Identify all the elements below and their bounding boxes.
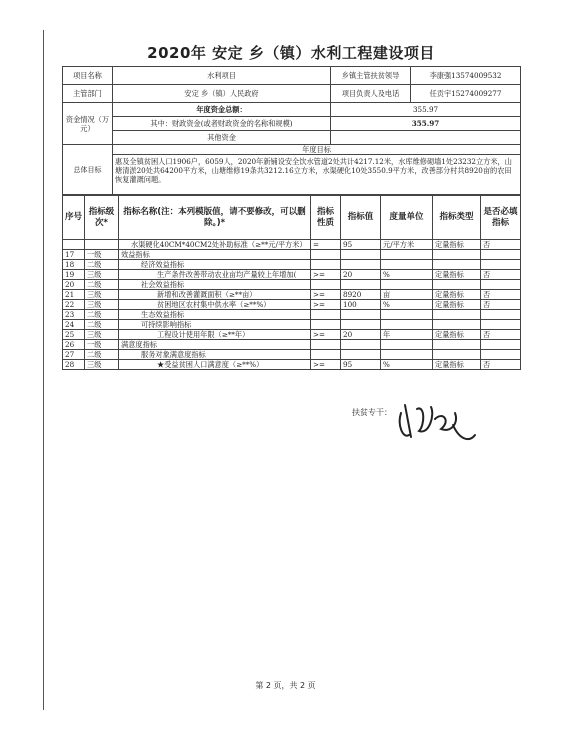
row-name: 经济效益指标 <box>119 260 311 270</box>
row-name: 水渠硬化40CM*40CM2处补助标准（≥**元/平方米） <box>119 240 311 250</box>
responsible-value: 任贡宇15274009277 <box>411 85 521 103</box>
row-seq <box>63 240 85 250</box>
row-seq: 26 <box>63 340 85 350</box>
row-value <box>341 260 381 270</box>
row-unit: 亩 <box>381 290 433 300</box>
other-funds-label: 其他资金 <box>113 131 331 145</box>
row-name: ★受益贫困人口满意度（≥**%） <box>119 360 311 370</box>
handwritten-signature <box>395 395 485 455</box>
row-required: 否 <box>481 360 521 370</box>
row-required: 否 <box>481 270 521 280</box>
row-value <box>341 280 381 290</box>
row-unit <box>381 320 433 330</box>
header-required: 是否必填指标 <box>481 196 521 240</box>
row-unit <box>381 260 433 270</box>
row-level: 二级 <box>85 310 119 320</box>
leader-label: 乡镇主管扶贫领导 <box>331 67 411 85</box>
row-name: 生产条件改善带动农业亩均产量较上年增加( <box>119 270 311 280</box>
header-level: 指标级次* <box>85 196 119 240</box>
row-value: 20 <box>341 270 381 280</box>
indicator-row <box>63 330 521 340</box>
row-unit: % <box>381 360 433 370</box>
row-value <box>341 320 381 330</box>
row-level: 三级 <box>85 330 119 340</box>
row-unit <box>381 250 433 260</box>
row-seq: 19 <box>63 270 85 280</box>
row-seq: 25 <box>63 330 85 340</box>
row-name: 可持续影响指标 <box>119 320 311 330</box>
row-name: 社会效益指标 <box>119 280 311 290</box>
row-nature <box>311 250 341 260</box>
row-required <box>481 250 521 260</box>
row-required: 否 <box>481 240 521 250</box>
row-type: 定量指标 <box>433 360 481 370</box>
row-nature: >= <box>311 360 341 370</box>
row-seq: 18 <box>63 260 85 270</box>
other-funds-value <box>331 131 521 145</box>
row-nature <box>311 310 341 320</box>
indicator-row <box>63 240 521 250</box>
info-table-container <box>62 66 520 370</box>
leader-value: 李康强13574009532 <box>411 67 521 85</box>
row-level: 三级 <box>85 270 119 280</box>
document-title: 2020年 安定 乡（镇）水利工程建设项目 <box>147 44 435 62</box>
row-unit <box>381 310 433 320</box>
row-name: 贫困地区农村集中供水率（≥**%） <box>119 300 311 310</box>
row-value <box>341 250 381 260</box>
row-nature: >= <box>311 270 341 280</box>
row-type: 定量指标 <box>433 290 481 300</box>
indicator-row <box>63 320 521 330</box>
project-name-label: 项目名称 <box>63 67 113 85</box>
signature-label: 扶贫专干： <box>352 408 392 417</box>
row-name: 工程设计使用年限（≥**年） <box>119 330 311 340</box>
header-unit: 度量单位 <box>381 196 433 240</box>
row-seq: 20 <box>63 280 85 290</box>
row-nature: >= <box>311 300 341 310</box>
row-value: 95 <box>341 240 381 250</box>
header-seq: 序号 <box>63 196 85 240</box>
indicator-row <box>63 300 521 310</box>
row-seq: 28 <box>63 360 85 370</box>
row-required: 否 <box>481 330 521 340</box>
row-value <box>341 340 381 350</box>
row-nature <box>311 280 341 290</box>
row-level: 三级 <box>85 360 119 370</box>
row-name: 生态效益指标 <box>119 310 311 320</box>
indicator-header-row <box>63 196 521 240</box>
row-name: 服务对象满意度指标 <box>119 350 311 360</box>
row-seq: 21 <box>63 290 85 300</box>
row-type: 定量指标 <box>433 270 481 280</box>
annual-total-value: 355.97 <box>331 103 521 117</box>
row-value: 95 <box>341 360 381 370</box>
row-level: 二级 <box>85 320 119 330</box>
indicator-row <box>63 280 521 290</box>
row-value: 20 <box>341 330 381 340</box>
row-required <box>481 340 521 350</box>
row-level: 二级 <box>85 350 119 360</box>
row-name: 满意度指标 <box>119 340 311 350</box>
annual-goal-text: 惠及全镇贫困人口1906户，6059人，2020年新铺设安全饮水管道2处共计4217.12米，水库维修砌墙1处23232立方米，山塘清淤20处共64200平方米，山塘维修19条共3212.16立方米，水渠硬化10处3550.9平方米，改善部分村共8920亩的农田恢复灌溉问题。 <box>113 155 521 195</box>
row-nature: >= <box>311 290 341 300</box>
row-level: 二级 <box>85 280 119 290</box>
row-type <box>433 260 481 270</box>
row-level: 一级 <box>85 250 119 260</box>
row-level: 三级 <box>85 290 119 300</box>
row-seq: 27 <box>63 350 85 360</box>
row-level: 二级 <box>85 260 119 270</box>
row-level <box>85 240 119 250</box>
row-unit <box>381 280 433 290</box>
header-value: 指标值 <box>341 196 381 240</box>
header-type: 指标类型 <box>433 196 481 240</box>
row-seq: 17 <box>63 250 85 260</box>
row-required <box>481 320 521 330</box>
row-nature <box>311 260 341 270</box>
indicator-row <box>63 270 521 280</box>
project-name-value: 水利项目 <box>113 67 331 85</box>
dept-label: 主管部门 <box>63 85 113 103</box>
row-unit: % <box>381 270 433 280</box>
row-type: 定量指标 <box>433 300 481 310</box>
row-unit <box>381 340 433 350</box>
overall-goal-label: 总体目标 <box>63 145 113 195</box>
row-unit: 元/平方米 <box>381 240 433 250</box>
header-name: 指标名称(注：本列模版值，请不要修改，可以删除。)* <box>119 196 311 240</box>
indicator-row <box>63 360 521 370</box>
indicator-row <box>63 250 521 260</box>
row-type <box>433 340 481 350</box>
indicator-row <box>63 340 521 350</box>
row-unit: % <box>381 300 433 310</box>
row-type <box>433 280 481 290</box>
row-value <box>341 310 381 320</box>
row-value: 100 <box>341 300 381 310</box>
row-type: 定量指标 <box>433 330 481 340</box>
annual-total-label: 年度资金总额： <box>113 103 331 117</box>
row-level: 一级 <box>85 340 119 350</box>
page-footer: 第 2 页，共 2 页 <box>255 681 316 690</box>
row-level: 三级 <box>85 300 119 310</box>
row-type <box>433 350 481 360</box>
row-type: 定量指标 <box>433 240 481 250</box>
indicator-row <box>63 260 521 270</box>
row-required: 否 <box>481 290 521 300</box>
page-edge-line <box>43 30 44 710</box>
row-nature <box>311 350 341 360</box>
fiscal-value: 355.97 <box>331 117 521 131</box>
row-seq: 23 <box>63 310 85 320</box>
row-name: 效益指标 <box>119 250 311 260</box>
row-nature <box>311 340 341 350</box>
row-seq: 24 <box>63 320 85 330</box>
row-type <box>433 310 481 320</box>
row-required <box>481 350 521 360</box>
row-nature: >= <box>311 330 341 340</box>
funds-label: 资金情况（万元） <box>63 103 113 145</box>
info-table <box>62 66 521 195</box>
row-seq: 22 <box>63 300 85 310</box>
row-type <box>433 320 481 330</box>
row-required <box>481 260 521 270</box>
fiscal-label: 其中：财政资金(或者财政资金的名称和规模) <box>113 117 331 131</box>
indicator-table <box>62 195 521 370</box>
indicator-row <box>63 350 521 360</box>
header-nature: 指标性质 <box>311 196 341 240</box>
indicator-row <box>63 290 521 300</box>
row-name: 新增和改善灌溉面积（≥**亩） <box>119 290 311 300</box>
row-nature <box>311 320 341 330</box>
row-required <box>481 280 521 290</box>
row-value <box>341 350 381 360</box>
row-type <box>433 250 481 260</box>
dept-value: 安定 乡（镇）人民政府 <box>113 85 331 103</box>
row-unit: 年 <box>381 330 433 340</box>
row-required: 否 <box>481 300 521 310</box>
row-required <box>481 310 521 320</box>
indicator-row <box>63 310 521 320</box>
annual-goal-label: 年度目标 <box>113 145 521 155</box>
responsible-label: 项目负责人及电话 <box>331 85 411 103</box>
row-unit <box>381 350 433 360</box>
row-value: 8920 <box>341 290 381 300</box>
row-nature: = <box>311 240 341 250</box>
